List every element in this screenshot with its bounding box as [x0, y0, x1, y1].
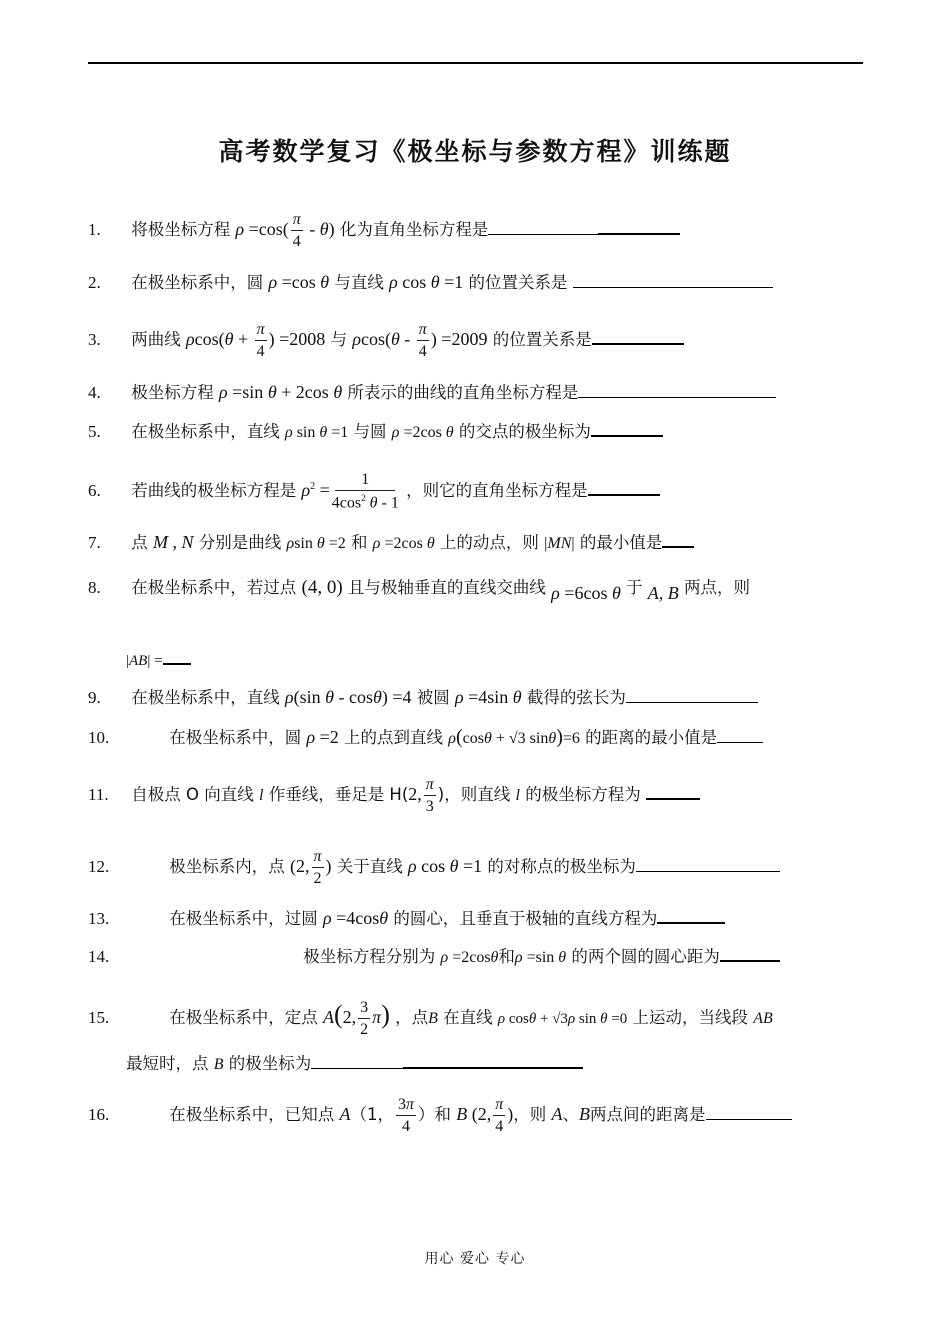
answer-blank	[662, 530, 694, 548]
question-6: 6. 若曲线的极坐标方程是 $\rho^2$ = $\frac{1}{4\cos^2 \theta - 1}$ ，则它的直角坐标方程是	[88, 472, 868, 511]
answer-blank	[488, 218, 598, 235]
header-rule	[88, 62, 863, 64]
question-11: 11. 自极点 O 向直线 l 作垂线，垂足是 H(2, $\frac{\pi}{3}$ )，则直线 l 的极坐标方程为	[88, 777, 868, 815]
answer-blank	[588, 478, 660, 496]
question-5: 5. 在极坐标系中，直线 ρ sin θ =1 与圆 ρ =2cos θ 的交点的极坐标为	[88, 419, 868, 445]
answer-blank	[592, 327, 684, 345]
question-2: 2. 在极坐标系中，圆 ρ =cos θ 与直线 ρ cos θ =1 的位置关系是	[88, 270, 868, 295]
answer-blank	[720, 944, 780, 962]
question-9: 9. 在极坐标系中，直线 ρ(sin θ - cosθ) =4 被圆 ρ =4sin θ 截得的弦长为	[88, 685, 868, 710]
answer-blank	[311, 1052, 403, 1069]
page-title: 高考数学复习《极坐标与参数方程》训练题	[218, 137, 732, 166]
question-7: 7. 点 M , N 分别是曲线 ρsin θ =2 和 ρ =2cos θ 上的动点，则 |MN| 的最小值是	[88, 530, 868, 556]
answer-blank	[657, 906, 725, 924]
question-15-continued: 最短时，点 B 的极坐标为	[126, 1050, 583, 1074]
question-15: 15. 在极坐标系中，定点 A(2, $\frac{3}{2}$ π) ，点B 在直线 ρ cosθ + √3ρ sin θ =0 上运动，当线段 AB	[88, 999, 773, 1038]
question-1: 1. 将极坐标方程 ρ =cos( $\frac{\pi}{4}$ - θ) 化为直角坐标方程是	[88, 212, 868, 250]
page-footer: 用心 爱心 专心	[424, 1251, 526, 1267]
question-16: 16. 在极坐标系中，已知点 A（1， $\frac{3\pi}{4}$ ）和 B (2, $\frac{\pi}{4}$ )，则 A、B两点间的距离是	[88, 1097, 868, 1135]
answer-blank	[598, 217, 680, 235]
answer-blank	[403, 1051, 583, 1069]
question-12: 12. 极坐标系内，点 (2, $\frac{\pi}{2}$ ) 关于直线 ρ cos θ =1 的对称点的极坐标为	[88, 849, 868, 887]
question-14: 14. 极坐标方程分别为 ρ =2cosθ和ρ =sin θ 的两个圆的圆心距为	[88, 944, 868, 970]
answer-blank	[626, 686, 758, 703]
answer-blank	[578, 381, 776, 398]
answer-blank	[706, 1103, 792, 1120]
formula: ρ =cos( $\frac{\pi}{4}$ - θ)	[235, 211, 335, 250]
answer-blank	[646, 782, 700, 800]
answer-blank	[636, 855, 780, 872]
question-10: 10. 在极坐标系中，圆 ρ =2 上的点到直线 ρ(cosθ + √3 sinθ)=6 的距离的最小值是	[88, 725, 868, 751]
question-3: 3. 两曲线 ρcos(θ + $\frac{\pi}{4}$ ) =2008 与 ρcos(θ - $\frac{\pi}{4}$ ) =2009 的位置关系是	[88, 322, 868, 360]
question-4: 4. 极坐标方程 ρ =sin θ + 2cos θ 所表示的曲线的直角坐标方程是	[88, 380, 868, 405]
question-8-continued: |AB| =	[126, 647, 191, 670]
answer-blank	[717, 726, 763, 743]
question-8: 8. 在极坐标系中，若过点 (4, 0) 且与极轴垂直的直线交曲线 ρ =6cos θ 于 A, B 两点，则	[88, 577, 751, 603]
answer-blank	[591, 419, 663, 437]
question-13: 13. 在极坐标系中，过圆 ρ =4cosθ 的圆心，且垂直于极轴的直线方程为	[88, 906, 868, 931]
answer-blank	[163, 647, 191, 665]
answer-blank	[573, 271, 773, 288]
